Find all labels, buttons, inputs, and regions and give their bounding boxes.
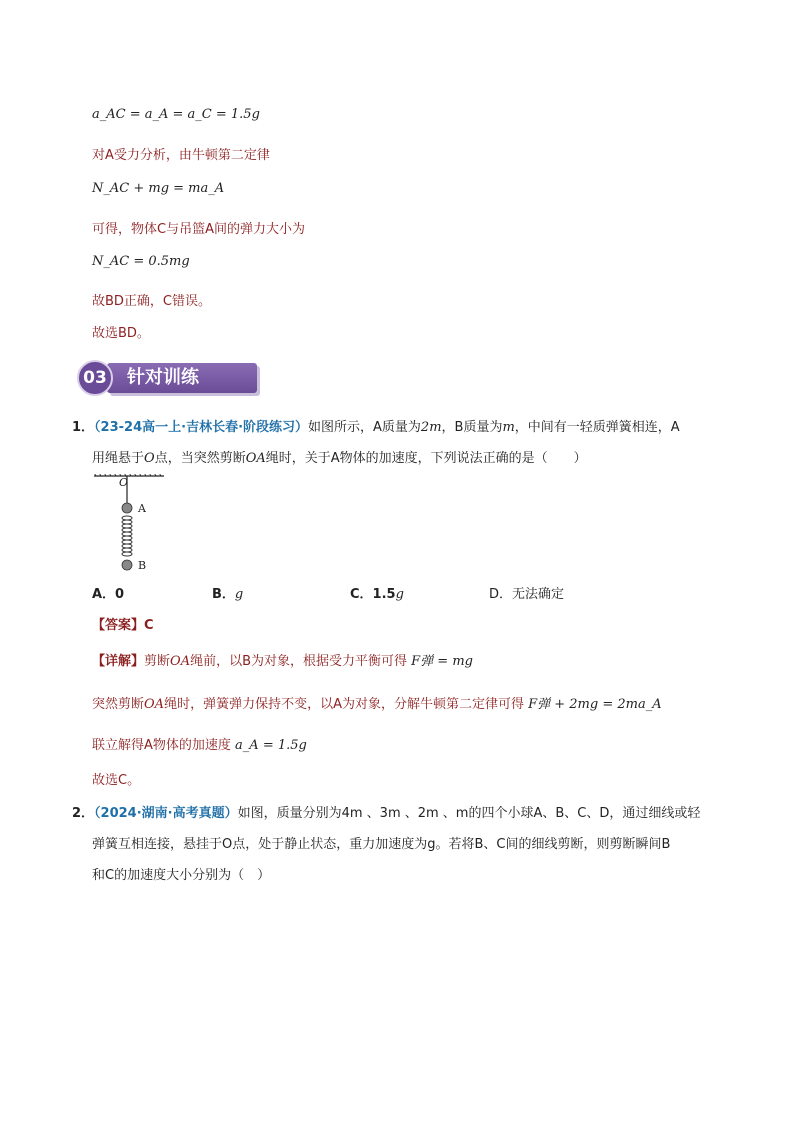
question-text: ，中间有一轻质弹簧相连，A <box>514 420 680 435</box>
conclusion: 故选C。 <box>92 773 141 788</box>
rope-oa: OA <box>170 654 191 669</box>
solution-final-choice: 故选BD。 <box>92 326 150 341</box>
spring-figure <box>92 474 167 574</box>
option-value: g <box>234 587 244 602</box>
option-label: C．1.5 <box>350 587 396 602</box>
solution-text-force-analysis: 对A受力分析，由牛顿第二定律 <box>92 148 270 163</box>
section-title: 针对训练 <box>107 363 257 393</box>
rope-oa: OA <box>144 697 165 712</box>
option-label: B． <box>212 587 235 602</box>
question-1-line-1 <box>72 416 680 435</box>
question-text: 点，当突然剪断 <box>154 451 246 466</box>
question-source: （23-24高一上·吉林长春·阶段练习） <box>94 420 309 435</box>
detail-text: 联立解得A物体的加速度 <box>92 738 231 753</box>
question-number: 1． <box>72 420 95 435</box>
question-text: ，B质量为 <box>441 420 503 435</box>
question-number: 2． <box>72 806 95 821</box>
equation-text: N_AC = 0.5mg <box>92 254 190 269</box>
equation-newton: F弹 + 2mg = 2ma_A <box>528 697 662 712</box>
detail-text: 绳时，弹簧弹力保持不变，以A为对象，分解牛顿第二定律可得 <box>164 697 524 712</box>
equation-newton-second-law <box>92 181 224 196</box>
question-1-line-2 <box>92 447 587 466</box>
equation-text: a_AC = a_A = a_C = 1.5g <box>92 107 260 122</box>
detail-line-3 <box>92 734 307 753</box>
equation-acceleration: a_A = 1.5g <box>235 738 307 753</box>
option-a[interactable]: A．0 <box>92 587 125 602</box>
equation-elastic-force-result <box>92 254 190 269</box>
detail-line-2 <box>92 693 662 712</box>
solution-conclusion: 故BD正确，C错误。 <box>92 294 212 309</box>
detail-tag: 【详解】 <box>92 654 145 669</box>
question-text: 用绳悬于 <box>92 451 145 466</box>
option-b[interactable] <box>212 583 243 602</box>
question-text: 如图，质量分别为4m 、3m 、2m 、m的四个小球A、B、C、D，通过细线或轻 <box>237 806 701 821</box>
answer-label: 【答案】C <box>92 618 154 633</box>
detail-text: 剪断 <box>144 654 171 669</box>
option-value: g <box>395 587 404 602</box>
section-number: 03 <box>77 360 113 396</box>
section-banner <box>77 359 259 397</box>
solution-text-elastic-force: 可得，物体C与吊篮A间的弹力大小为 <box>92 222 305 237</box>
label-a: A <box>138 502 146 515</box>
question-2-line-1 <box>72 802 700 821</box>
mass-a: 2m <box>420 420 442 435</box>
spring-diagram <box>92 474 167 574</box>
detail-text: 突然剪断 <box>92 697 145 712</box>
question-2-line-2: 弹簧互相连接，悬挂于O点，处于静止状态，重力加速度为g。若将B、C间的细线剪断，则剪断瞬间B <box>92 837 671 852</box>
question-2-line-3: 和C的加速度大小分别为（ ） <box>92 868 271 883</box>
label-b: B <box>138 559 147 572</box>
option-label: D．无法确定 <box>489 587 565 602</box>
option-c[interactable] <box>350 583 404 602</box>
detail-line-1 <box>92 650 473 669</box>
point-o: O <box>144 451 155 466</box>
label-o: O <box>119 476 129 489</box>
mass-b: m <box>502 420 515 435</box>
equation-balance: F弹 = mg <box>411 654 473 669</box>
equation-acceleration-equal <box>92 107 260 122</box>
question-text: 如图所示，A质量为 <box>308 420 421 435</box>
detail-text: 绳前，以B为对象，根据受力平衡可得 <box>190 654 407 669</box>
equation-text: N_AC + mg = ma_A <box>92 181 225 196</box>
option-d[interactable] <box>489 583 564 602</box>
rope-oa: OA <box>245 451 266 466</box>
question-text: 绳时，关于A物体的加速度，下列说法正确的是（ ） <box>265 451 587 466</box>
question-source: （2024·湖南·高考真题） <box>94 806 238 821</box>
